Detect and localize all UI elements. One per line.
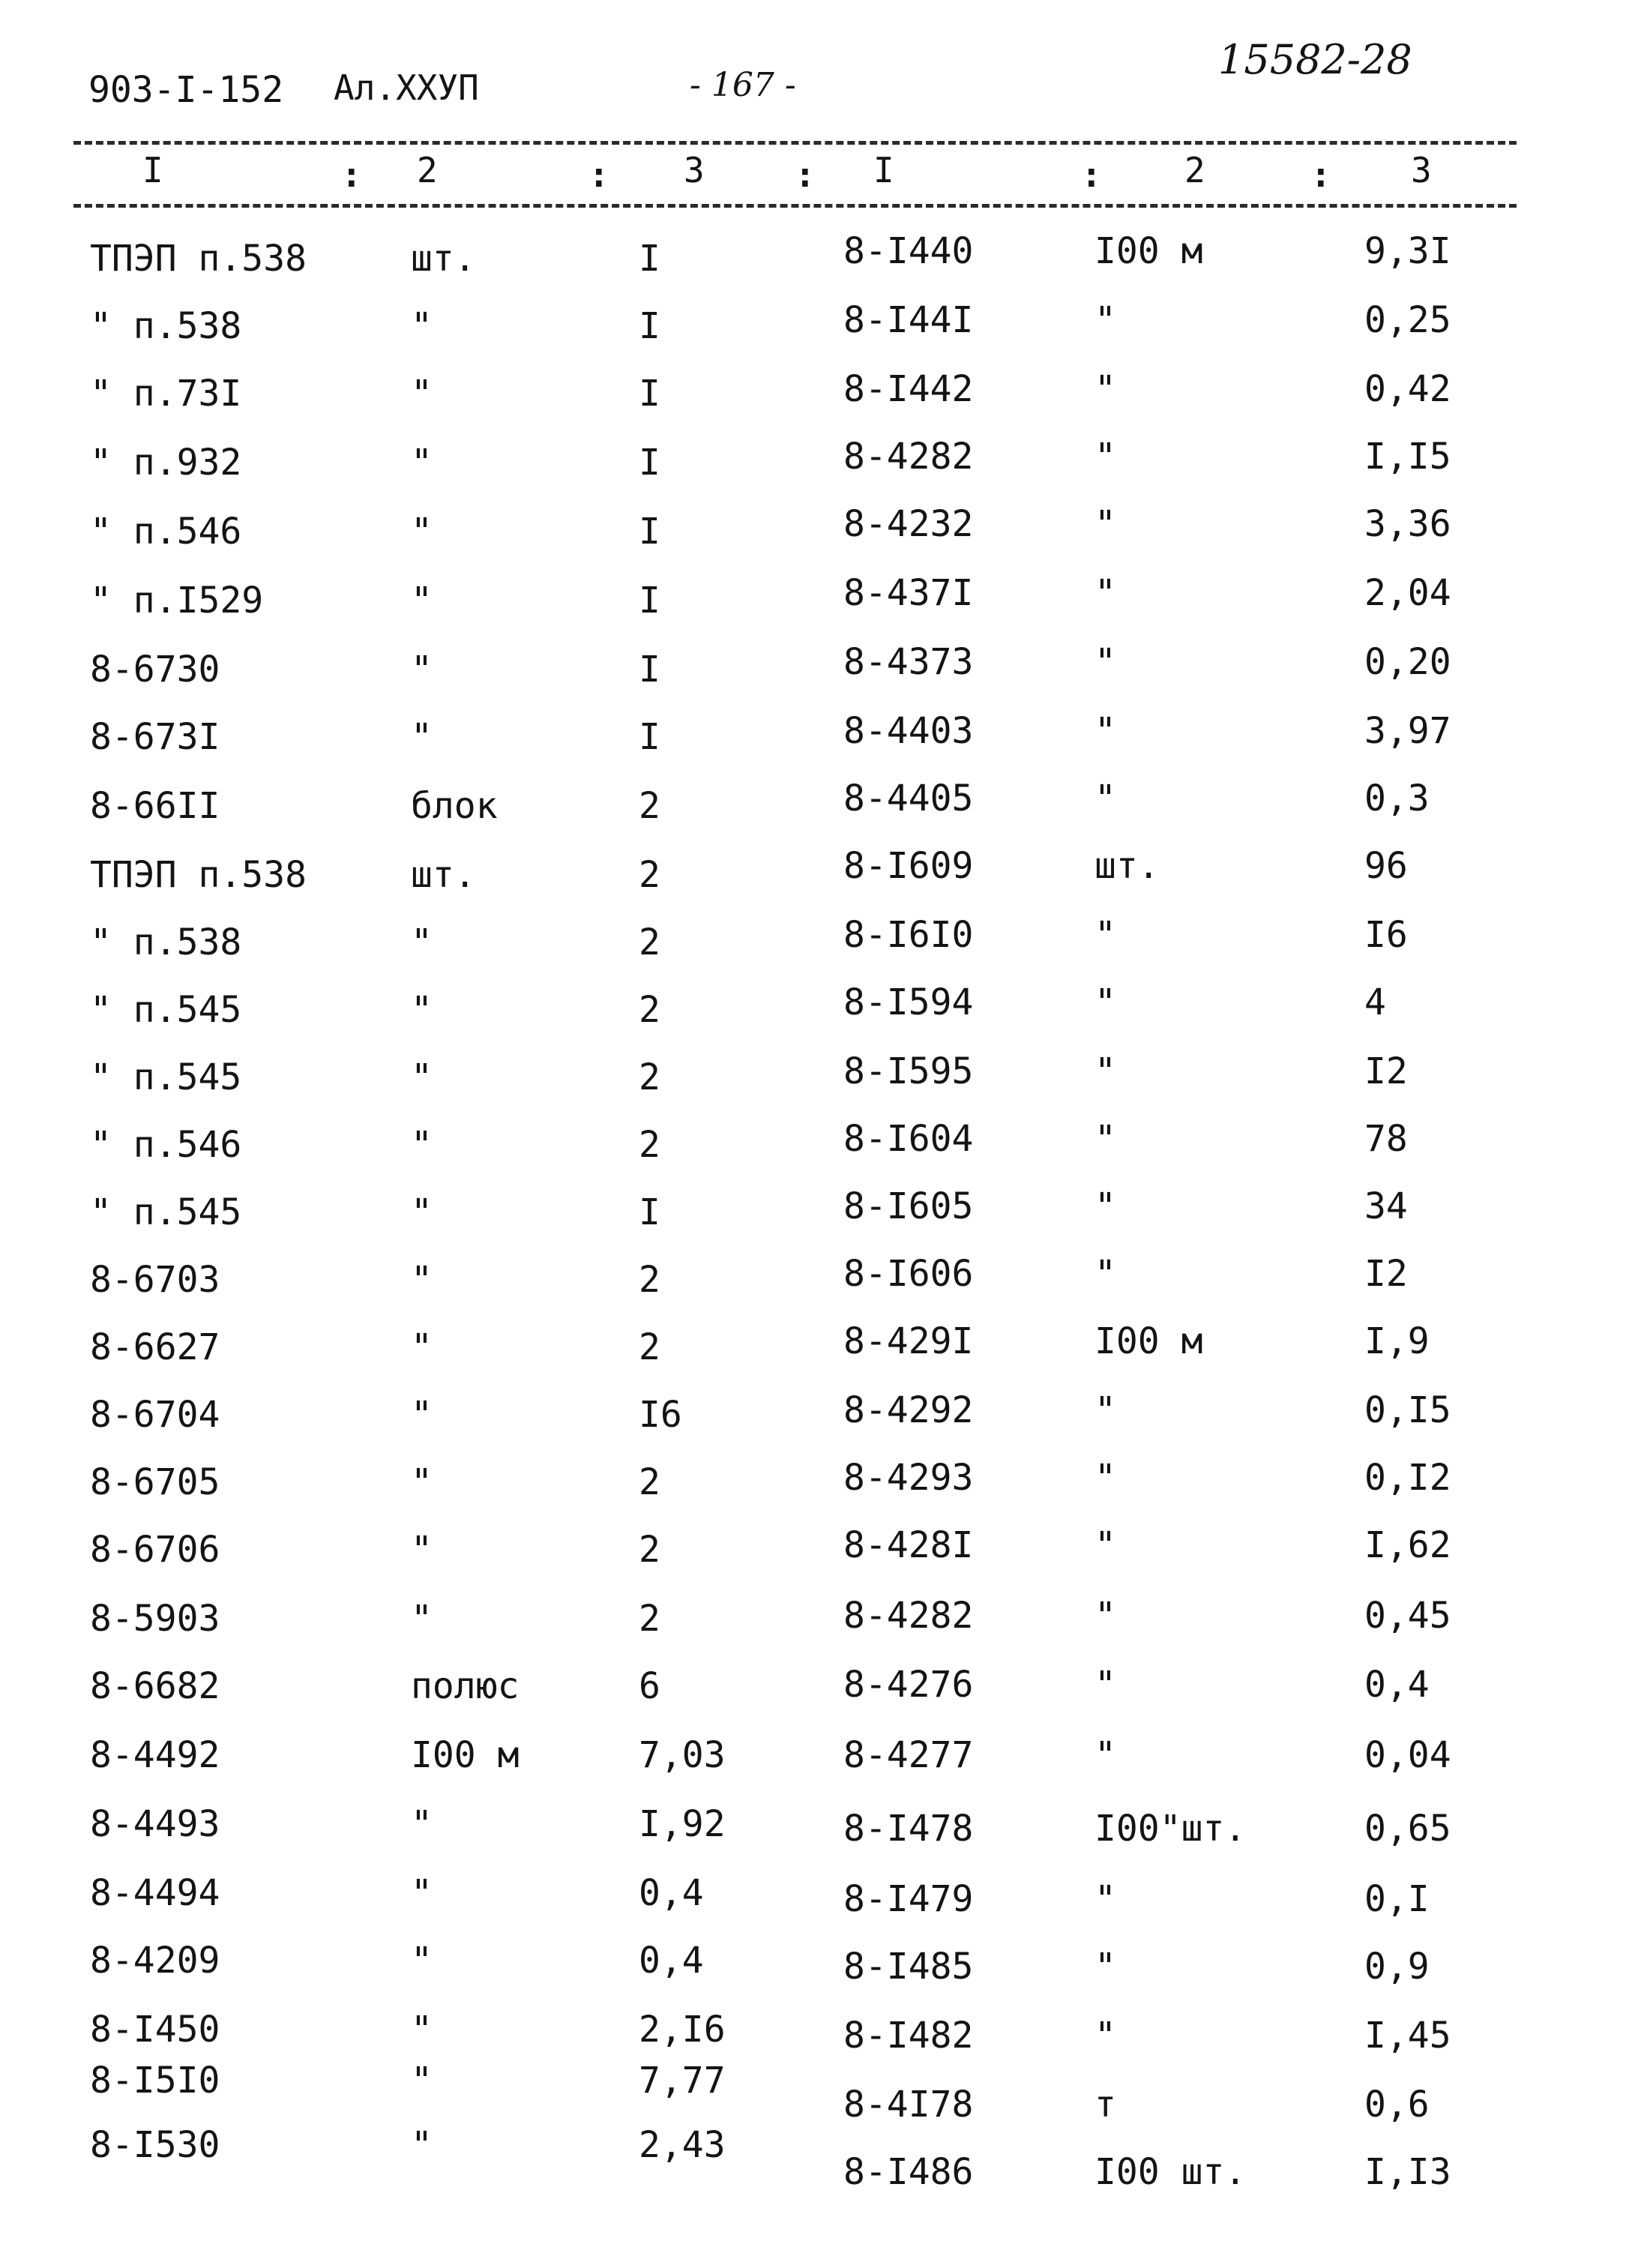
table-cell-e: " [1094,981,1116,1023]
table-cell-c: 2 [639,1124,660,1166]
table-cell-f: 0,I2 [1364,1457,1451,1499]
table-cell-f: I6 [1364,914,1408,956]
table-cell-c: 2,43 [639,2124,726,2166]
table-cell-b: " [411,921,433,963]
table-cell-f: I,I3 [1364,2151,1451,2193]
table-cell-b: " [411,1598,433,1640]
table-cell-b: " [411,1803,433,1845]
table-cell-e: " [1094,1946,1116,1988]
table-cell-c: I,92 [639,1803,726,1845]
table-cell-b: " [411,2009,433,2051]
table-cell-a: " п.545 [90,989,242,1031]
table-cell-e: " [1094,1389,1116,1431]
table-cell-a: " п.I529 [90,580,264,622]
table-cell-a: 8-I5I0 [90,2060,220,2102]
table-cell-c: I [639,305,660,347]
table-cell-a: 8-4494 [90,1872,220,1914]
table-cell-c: I [639,580,660,622]
table-cell-a: 8-6703 [90,1259,220,1301]
table-cell-d: 8-I442 [843,368,974,410]
table-cell-a: 8-I530 [90,2124,220,2166]
table-cell-a: 8-4493 [90,1803,220,1845]
table-cell-a: " п.73I [90,373,242,415]
table-cell-c: 2 [639,1259,660,1301]
table-cell-d: 8-I44I [843,299,974,341]
table-cell-a: 8-673I [90,716,220,758]
table-cell-a: 8-4492 [90,1734,220,1776]
table-cell-f: 0,45 [1364,1595,1451,1637]
table-cell-a: 8-5903 [90,1598,220,1640]
table-cell-c: I [639,716,660,758]
table-cell-e: " [1094,777,1116,819]
table-cell-b: " [411,1056,433,1098]
table-cell-d: 8-I478 [843,1808,974,1850]
table-cell-e: I00 шт. [1094,2151,1247,2193]
table-cell-d: 8-I6I0 [843,914,974,956]
table-cell-d: 8-4276 [843,1664,974,1706]
table-cell-c: 2 [639,785,660,827]
table-cell-d: 8-I609 [843,845,974,887]
table-cell-d: 8-4277 [843,1734,974,1776]
table-cell-e: " [1094,572,1116,614]
table-cell-e: " [1094,1185,1116,1227]
table-cell-b: " [411,442,433,484]
table-cell-a: 8-66II [90,785,220,827]
table-cell-d: 8-428I [843,1524,974,1566]
table-cell-e: т [1094,2084,1116,2126]
table-cell-c: I6 [639,1394,682,1436]
table-cell-a: " п.546 [90,1124,242,1166]
table-cell-a: 8-6682 [90,1665,220,1707]
table-cell-b: " [411,1461,433,1503]
table-cell-e: " [1094,1118,1116,1160]
table-cell-d: 8-I605 [843,1185,974,1227]
album-number: Ал.ХХУП [334,67,479,108]
column-header-2: 2 [417,150,438,190]
table-cell-a: ТПЭП п.538 [90,854,307,896]
table-cell-e: " [1094,710,1116,752]
table-cell-f: 0,20 [1364,641,1451,683]
table-cell-e: I00 м [1094,230,1203,272]
table-cell-d: 8-437I [843,572,974,614]
table-cell-b: " [411,511,433,553]
table-cell-d: 8-I440 [843,230,974,272]
column-header-3: 3 [684,150,705,190]
table-cell-a: 8-6704 [90,1394,220,1436]
table-cell-d: 8-I595 [843,1050,974,1092]
table-cell-b: " [411,1259,433,1301]
table-cell-d: 8-4405 [843,777,974,819]
table-cell-b: " [411,649,433,691]
table-cell-c: I [639,238,660,280]
table-cell-f: 0,65 [1364,1808,1451,1850]
table-cell-b: шт. [411,854,476,896]
table-cell-e: " [1094,914,1116,956]
column-header-4: I [873,150,894,190]
table-cell-f: 34 [1364,1185,1408,1227]
page-number: - 167 - [690,66,796,104]
table-cell-f: 0,I5 [1364,1389,1451,1431]
table-cell-d: 8-4403 [843,710,974,752]
table-cell-a: 8-6627 [90,1326,220,1368]
reference-number: 15582-28 [1218,36,1412,83]
table-cell-e: " [1094,1253,1116,1295]
table-cell-a: " п.538 [90,305,242,347]
table-cell-b: " [411,2060,433,2102]
table-cell-a: " п.538 [90,921,242,963]
table-cell-a: ТПЭП п.538 [90,238,307,280]
table-cell-e: " [1094,368,1116,410]
table-cell-b: " [411,1191,433,1233]
table-cell-c: I [639,1191,660,1233]
table-cell-d: 8-4373 [843,641,974,683]
table-cell-c: 2 [639,1461,660,1503]
table-cell-b: " [411,716,433,758]
table-cell-f: 0,4 [1364,1664,1430,1706]
table-cell-f: 2,04 [1364,572,1451,614]
table-cell-f: 0,I [1364,1878,1430,1920]
table-cell-e: " [1094,1050,1116,1092]
table-cell-a: " п.545 [90,1056,242,1098]
table-cell-f: 0,9 [1364,1946,1430,1988]
table-cell-d: 8-I482 [843,2015,974,2057]
table-cell-f: 0,04 [1364,1734,1451,1776]
table-cell-a: " п.932 [90,442,242,484]
table-cell-b: " [411,1394,433,1436]
table-cell-d: 8-4282 [843,1595,974,1637]
table-cell-c: 2,I6 [639,2009,726,2051]
table-cell-e: " [1094,1595,1116,1637]
table-cell-b: I00 м [411,1734,520,1776]
table-cell-d: 8-4293 [843,1457,974,1499]
table-cell-d: 8-I606 [843,1253,974,1295]
table-cell-a: 8-6730 [90,649,220,691]
table-cell-c: 2 [639,989,660,1031]
column-header-1: I [142,150,163,190]
table-cell-e: " [1094,299,1116,341]
table-cell-e: " [1094,1524,1116,1566]
table-cell-b: " [411,580,433,622]
table-cell-f: I,45 [1364,2015,1451,2057]
table-cell-b: " [411,1872,433,1914]
table-cell-e: " [1094,1664,1116,1706]
table-cell-c: 2 [639,1598,660,1640]
table-cell-b: " [411,2124,433,2166]
table-cell-f: 0,42 [1364,368,1451,410]
table-cell-f: 0,3 [1364,777,1430,819]
table-cell-b: " [411,1529,433,1571]
table-cell-e: " [1094,1734,1116,1776]
column-separator: : [341,154,362,195]
table-cell-e: " [1094,1457,1116,1499]
table-cell-c: 7,77 [639,2060,726,2102]
table-cell-f: 9,3I [1364,230,1451,272]
table-cell-e: " [1094,503,1116,545]
column-separator: : [1081,154,1102,195]
table-cell-c: I [639,511,660,553]
table-cell-f: I2 [1364,1050,1408,1092]
table-cell-c: 7,03 [639,1734,726,1776]
table-cell-f: 0,25 [1364,299,1451,341]
table-cell-b: " [411,373,433,415]
table-cell-c: 2 [639,1529,660,1571]
table-cell-d: 8-4232 [843,503,974,545]
table-cell-c: 0,4 [639,1872,704,1914]
table-cell-f: 4 [1364,981,1386,1023]
table-cell-a: 8-4209 [90,1940,220,1982]
column-separator: : [1310,154,1331,195]
table-cell-e: " [1094,2015,1116,2057]
table-cell-f: 3,97 [1364,710,1451,752]
table-cell-f: I,62 [1364,1524,1451,1566]
table-cell-a: 8-6706 [90,1529,220,1571]
table-cell-d: 8-4292 [843,1389,974,1431]
table-cell-d: 8-I485 [843,1946,974,1988]
table-cell-b: " [411,1326,433,1368]
table-cell-c: 2 [639,921,660,963]
table-cell-e: " [1094,436,1116,478]
table-cell-b: " [411,1940,433,1982]
table-cell-b: " [411,305,433,347]
column-header-6: 3 [1411,150,1432,190]
table-cell-c: 0,4 [639,1940,704,1982]
table-cell-f: I,I5 [1364,436,1451,478]
table-cell-e: I00"шт. [1094,1808,1247,1850]
table-cell-c: 2 [639,1056,660,1098]
table-cell-f: I2 [1364,1253,1408,1295]
table-cell-c: 2 [639,854,660,896]
table-cell-a: " п.546 [90,511,242,553]
column-separator: : [588,154,609,195]
table-cell-e: I00 м [1094,1320,1203,1362]
table-cell-e: шт. [1094,845,1160,887]
table-cell-c: I [639,442,660,484]
table-cell-d: 8-I604 [843,1118,974,1160]
table-cell-d: 8-I486 [843,2151,974,2193]
table-cell-c: 2 [639,1326,660,1368]
table-cell-c: 6 [639,1665,660,1707]
table-cell-d: 8-429I [843,1320,974,1362]
table-cell-f: 78 [1364,1118,1408,1160]
table-cell-e: " [1094,1878,1116,1920]
table-cell-d: 8-4I78 [843,2084,974,2126]
table-cell-e: " [1094,641,1116,683]
column-separator: : [795,154,816,195]
table-cell-c: I [639,373,660,415]
table-cell-a: 8-6705 [90,1461,220,1503]
table-cell-d: 8-I479 [843,1878,974,1920]
table-cell-f: 0,6 [1364,2084,1430,2126]
table-cell-c: I [639,649,660,691]
table-cell-f: I,9 [1364,1320,1430,1362]
table-cell-d: 8-I594 [843,981,974,1023]
table-cell-b: шт. [411,238,476,280]
table-cell-f: 96 [1364,845,1408,887]
table-cell-a: 8-I450 [90,2009,220,2051]
table-cell-b: " [411,989,433,1031]
table-cell-a: " п.545 [90,1191,242,1233]
column-header-5: 2 [1184,150,1205,190]
table-cell-b: полюс [411,1665,520,1707]
table-cell-b: блок [411,785,498,827]
table-cell-f: 3,36 [1364,503,1451,545]
table-cell-b: " [411,1124,433,1166]
table-cell-d: 8-4282 [843,436,974,478]
document-code: 903-I-152 [88,69,284,111]
